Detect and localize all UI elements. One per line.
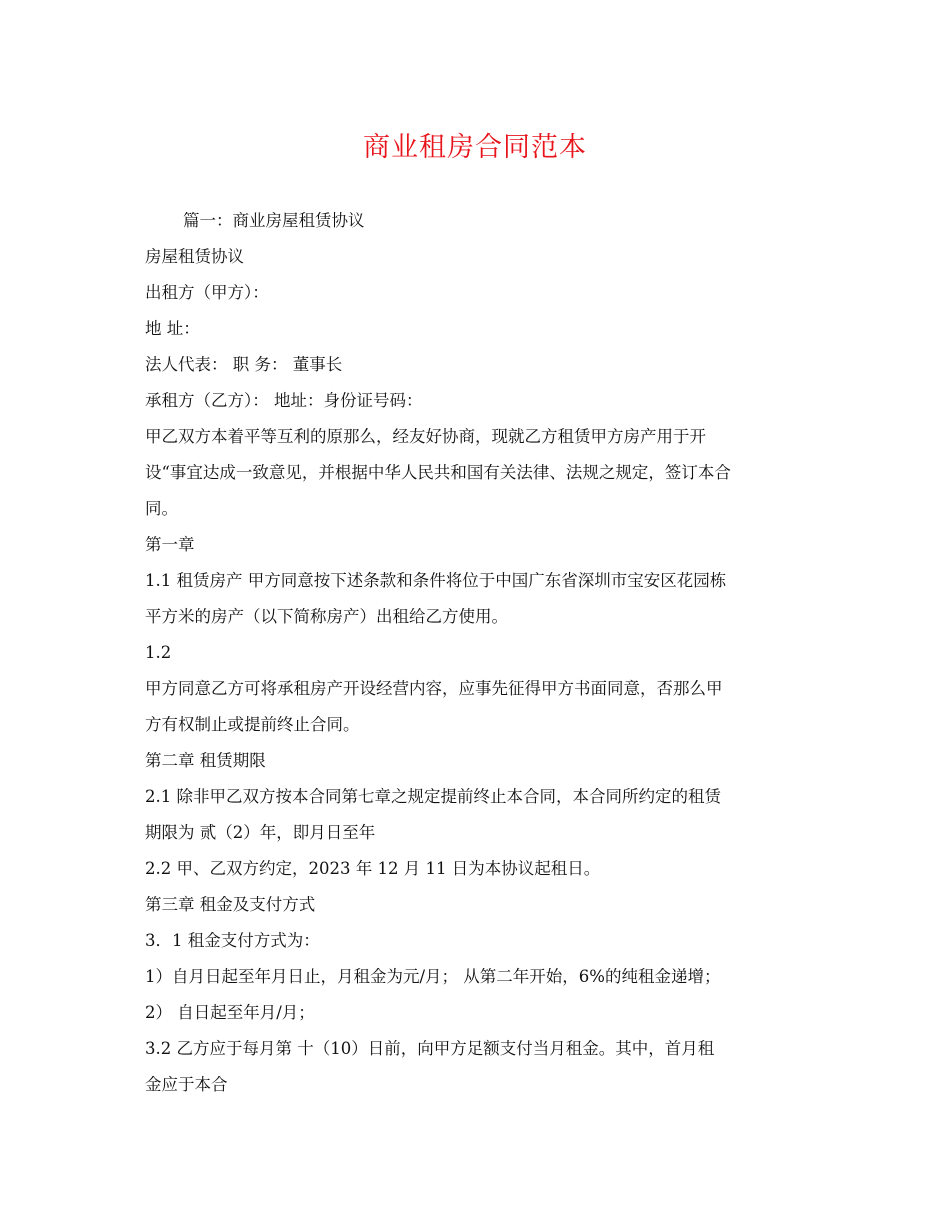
clause-line: 2.1 除非甲乙双方按本合同第七章之规定提前终止本合同，本合同所约定的租赁 [145,787,721,806]
clause-line: 平方米的房产（以下简称房产）出租给乙方使用。 [145,607,508,626]
clause-number: 1.2 [145,643,172,662]
body-text-line: 同。 [145,499,178,518]
clause-line: 期限为 贰（2）年，即月日至年 [145,823,376,842]
lessor-line: 出租方（甲方）： [145,283,269,302]
body-text-line: 设“事宜达成一致意见，并根据中华人民共和国有关法律、法规之规定，签订本合 [145,463,731,482]
chapter-heading: 第一章 [145,535,195,554]
lessee-line: 承租方（乙方）： 地址：身份证号码： [145,391,423,410]
section-heading: 篇一：商业房屋租赁协议 [183,211,365,230]
clause-line: 3.2 乙方应于每月第 十（10）日前，向甲方足额支付当月租金。其中，首月租 [145,1039,715,1058]
chapter-heading: 第二章 租赁期限 [145,751,266,770]
agreement-heading: 房屋租赁协议 [145,247,244,266]
clause-line: 1.1 租赁房产 甲方同意按下述条款和条件将位于中国广东省深圳市宝安区花园栋 [145,571,727,590]
clause-line: 3．1 租金支付方式为： [145,931,320,950]
chapter-heading: 第三章 租金及支付方式 [145,895,316,914]
clause-line: 1）自月日起至年月日止，月租金为元/月； 从第二年开始，6%的纯租金递增； [145,967,721,986]
body-text-line: 甲乙双方本着平等互利的原那么，经友好协商，现就乙方租赁甲方房产用于开 [145,427,706,446]
address-line: 地 址： [145,319,200,338]
legal-representative-line: 法人代表： 职 务： 董事长 [145,355,343,374]
clause-line: 甲方同意乙方可将承租房产开设经营内容，应事先征得甲方书面同意，否那么甲 [145,679,723,698]
clause-line: 方有权制止或提前终止合同。 [145,715,360,734]
clause-line: 金应于本合 [145,1075,228,1094]
clause-line: 2.2 甲、乙双方约定，2023 年 12 月 11 日为本协议起租日。 [145,859,601,878]
document-title: 商业租房合同范本 [363,132,587,163]
clause-line: 2） 自日起至年月/月； [145,1003,315,1022]
